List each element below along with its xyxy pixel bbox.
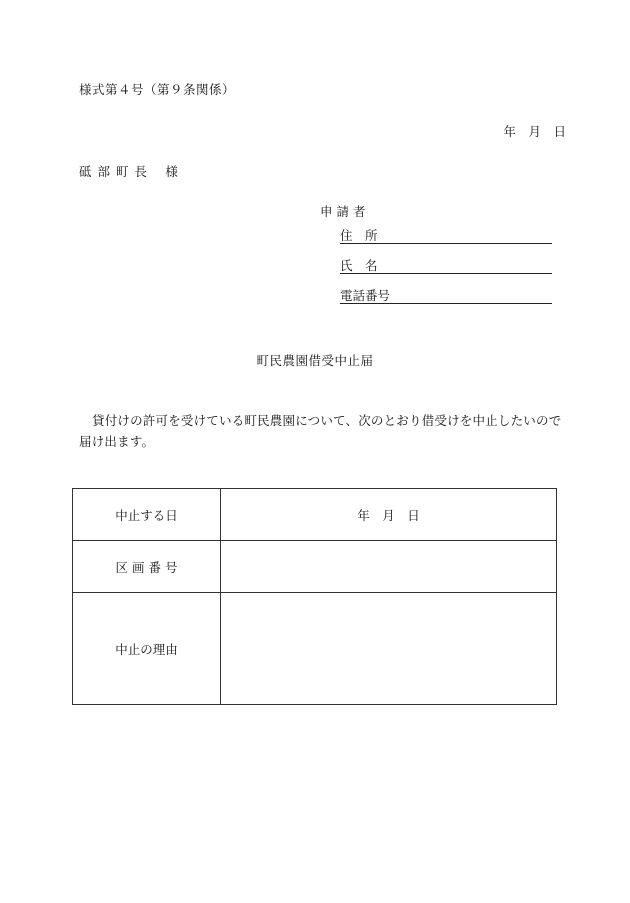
applicant-heading: 申 請 者 [320, 204, 366, 219]
form-table [72, 488, 557, 705]
name-field[interactable] [340, 256, 552, 274]
table-row [73, 541, 557, 593]
phone-label: 電話番号 [340, 288, 391, 303]
submission-date: 年 月 日 [503, 124, 566, 139]
stop-reason-cell[interactable] [221, 593, 557, 705]
recipient: 砥 部 町 長 様 [79, 164, 178, 179]
address-label: 住 所 [340, 228, 378, 243]
stop-date-cell[interactable]: 年 月 日 [221, 489, 557, 541]
body-text: 貸付けの許可を受けている町民農園について、次のとおり借受けを中止したいので届け出ます。 [79, 413, 562, 449]
document-title: 町民農園借受中止届 [256, 353, 374, 368]
table-row [73, 489, 557, 541]
table-row [73, 593, 557, 705]
form-number: 様式第４号（第９条関係） [79, 82, 236, 97]
stop-reason-label: 中止の理由 [73, 593, 221, 705]
plot-number-cell[interactable] [221, 541, 557, 593]
stop-date-label: 中止する日 [73, 489, 221, 541]
phone-field[interactable] [340, 286, 552, 304]
plot-number-label: 区 画 番 号 [73, 541, 221, 593]
name-label: 氏 名 [340, 258, 378, 273]
address-field[interactable] [340, 226, 552, 244]
